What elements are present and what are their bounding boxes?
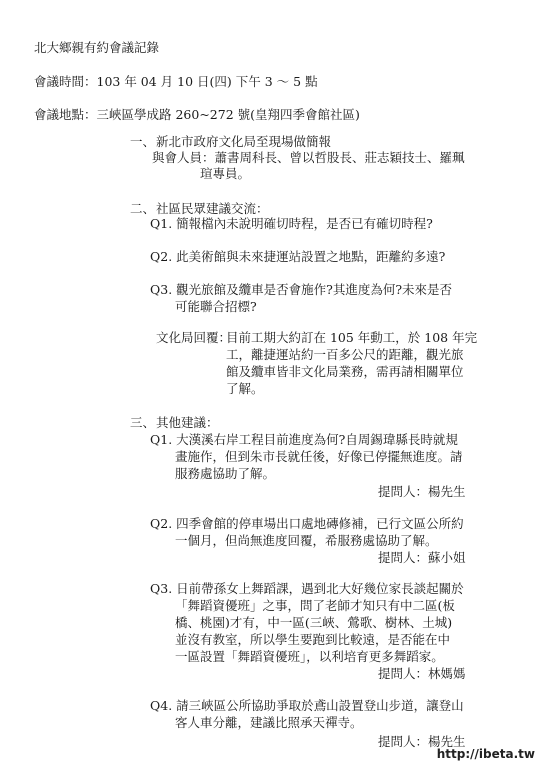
question-line: 橋、桃園)才有，中一區(三峽、鶯歌、樹林、土城) [175,615,453,630]
question-line: Q1. 大漢溪右岸工程目前進度為何?自周錫瑋縣長時就規 [150,432,458,447]
reply-line: 工，離捷運站約一百多公尺的距離，觀光旅 [226,347,464,362]
question-line: 客人車分離，建議比照承天禪寺。 [175,715,363,730]
question-line: 服務處協助了解。 [175,466,276,481]
watermark: http://ibeta.tw [436,747,535,761]
question-line: 一區設置「舞蹈資優班」，以利培育更多舞蹈家。 [175,649,444,664]
question-line: Q1. 簡報檔內未說明確切時程，是否已有確切時程? [150,216,433,231]
question-line: Q2. 四季會館的停車場出口處地磚修補，已行文區公所約 [150,516,464,531]
question-line: Q2. 此美術館與未來捷運站設置之地點，距離約多遠? [150,249,446,264]
question-line: Q3. 觀光旅館及纜車是否會施作?其進度為何?未來是否 [150,282,453,297]
section-2-number: 二、 [130,201,156,216]
reply-line: 館及纜車皆非文化局業務，需再請相關單位 [226,364,464,379]
question-line: 一個月，但尚無進度回覆，希服務處協助了解。 [175,533,438,548]
question-line: 並沒有教室，所以學生要跑到比較遠，是否能在中 [175,632,451,647]
question-line: Q3. 日前帶孫女上舞蹈課，遇到北大好幾位家長談起關於 [150,581,464,596]
question-line: 畫施作，但到朱市長就任後，好像已停擺無進度。請 [175,449,463,464]
section-3-title: 其他建議： [156,415,219,430]
section-3-number: 三、 [130,415,156,430]
reply-label: 文化局回覆： [156,330,232,345]
asker: 提問人：林媽媽 [378,666,466,681]
question-line: Q4. 請三峽區公所協助爭取於鳶山設置登山步道，讓登山 [150,698,464,713]
section-1-line: 與會人員：蕭書周科長、曾以哲股長、莊志穎技士、羅珮 [152,150,465,165]
document-title: 北大鄉親有約會議記錄 [34,40,160,55]
meeting-time: 會議時間：103 年 04 月 10 日(四) 下午 3 ～ 5 點 [34,74,318,89]
asker: 提問人：蘇小姐 [378,550,466,565]
asker: 提問人：楊先生 [378,484,466,499]
section-1-number: 一、 [130,134,156,149]
reply-line: 目前工期大約訂在 105 年動工，於 108 年完 [226,330,478,345]
asker: 提問人：楊先生 [378,734,466,749]
question-line: 「舞蹈資優班」之事，問了老師才知只有中二區(板 [175,598,455,613]
section-2-title: 社區民眾建議交流： [156,201,269,216]
reply-line: 了解。 [226,381,264,396]
question-line: 可能聯合招標? [175,299,257,314]
section-1-line: 瑄專員。 [200,166,251,181]
meeting-place: 會議地點：三峽區學成路 260~272 號(皇翔四季會館社區) [34,107,360,122]
section-1-line: 新北市政府文化局至現場做簡報 [156,134,332,149]
